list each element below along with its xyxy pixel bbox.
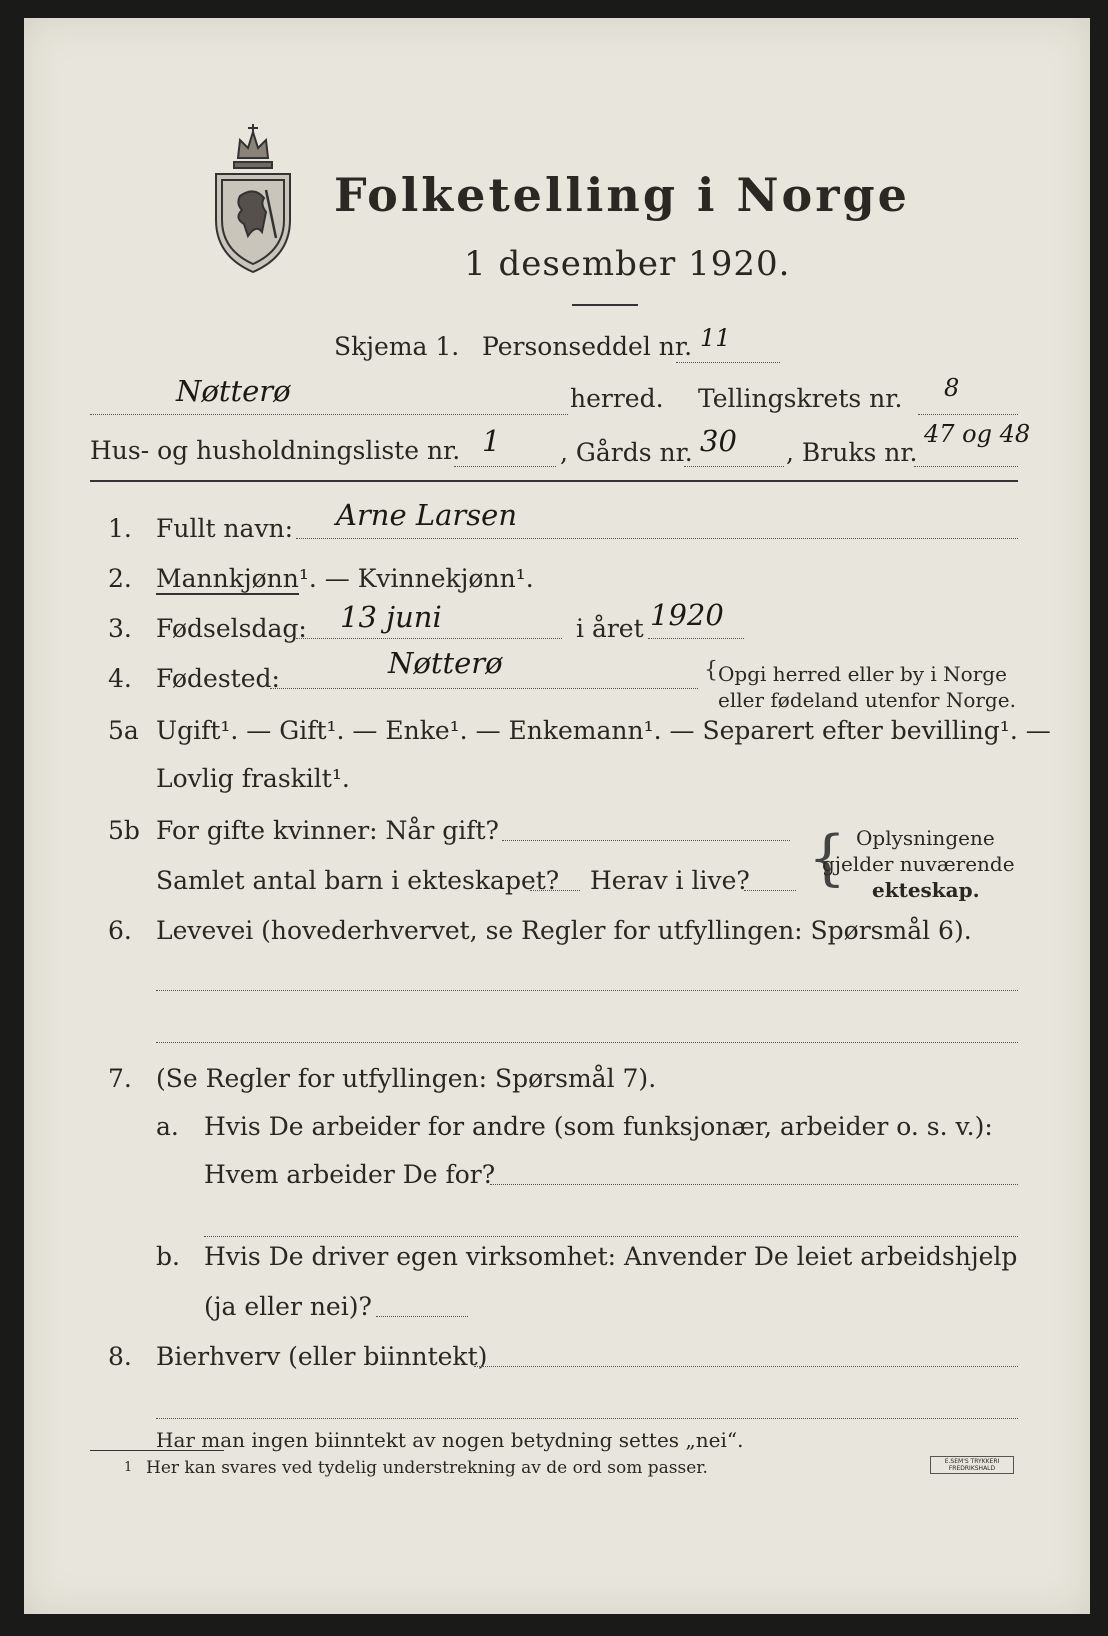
gender-other-options[interactable]: ¹. — Kvinnekjønn¹. [298, 564, 534, 593]
gards-value[interactable]: 30 [700, 424, 737, 458]
q5b-note-line1: Oplysningene [856, 826, 995, 850]
q6-label: Levevei (hovederhvervet, se Regler for utfyllingen: Spørsmål 6). [156, 916, 972, 945]
q5b-children-line [530, 890, 580, 891]
q2-options [156, 564, 534, 593]
q4-label: Fødested: [156, 664, 280, 693]
q7b-line2: (ja eller nei)? [204, 1292, 372, 1321]
marital-status-options-2[interactable]: Lovlig fraskilt¹. [156, 764, 350, 793]
q5b-line1-label: For gifte kvinner: Når gift? [156, 816, 499, 845]
q5a-number: 5a [108, 716, 139, 745]
q5b-children-label: Samlet antal barn i ekteskapet? [156, 866, 560, 895]
norway-coat-of-arms-icon [210, 120, 296, 280]
q7a-employer-line [490, 1184, 1018, 1185]
q6-number: 6. [108, 916, 132, 945]
header-divider [90, 480, 1018, 482]
q5b-alive-label: Herav i live? [590, 866, 750, 895]
birthplace-value[interactable]: Nøtterø [388, 646, 503, 680]
full-name-value[interactable]: Arne Larsen [336, 498, 517, 532]
gards-label: , Gårds nr. [560, 438, 693, 467]
printer-stamp [930, 1456, 1014, 1474]
q7a-line1: Hvis De arbeider for andre (som funksjonær, arbeider o. s. v.): [204, 1112, 993, 1141]
q4-line [270, 688, 698, 689]
bruks-label: , Bruks nr. [786, 438, 918, 467]
q8-number: 8. [108, 1342, 132, 1371]
q1-label: Fullt navn: [156, 514, 294, 543]
q7a-line2: Hvem arbeider De for? [204, 1160, 496, 1189]
q4-note-line2: eller fødeland utenfor Norge. [718, 688, 1016, 712]
stamp-line2: FREDRIKSHALD [948, 1465, 996, 1472]
q5b-alive-line [744, 890, 796, 891]
birth-day-value[interactable]: 13 juni [340, 600, 442, 634]
q7b-line1: Hvis De driver egen virksomhet: Anvender De leiet arbeidshjelp [204, 1242, 1018, 1271]
household-list-label: Hus- og husholdningsliste nr. [90, 436, 461, 465]
q8-label: Bierhverv (eller biinntekt) [156, 1342, 488, 1371]
herred-value[interactable]: Nøtterø [176, 374, 291, 408]
q8-line1 [474, 1366, 1018, 1367]
q7-number: 7. [108, 1064, 132, 1093]
stamp-line1: E.SEM'S TRYKKERI [944, 1458, 1000, 1465]
q1-line [296, 538, 1018, 539]
gender-male-option[interactable]: Mannkjønn [156, 564, 299, 593]
herred-label: herred. [570, 384, 664, 413]
q6-line1 [156, 990, 1018, 991]
birth-year-value[interactable]: 1920 [650, 598, 724, 632]
bruks-value[interactable]: 47 og 48 [924, 420, 1031, 448]
q7b-answer-line [376, 1316, 468, 1317]
tellingskrets-value[interactable]: 8 [944, 374, 960, 402]
tellingskrets-line [918, 414, 1018, 415]
q7a-letter: a. [156, 1112, 179, 1141]
q3-number: 3. [108, 614, 132, 643]
household-list-line [454, 466, 556, 467]
q5b-note-line2: gjelder nuværende [822, 852, 1015, 876]
personseddel-line [676, 362, 780, 363]
q4-note-line1: Opgi herred eller by i Norge [718, 662, 1007, 686]
personseddel-label: Personseddel nr. [482, 332, 693, 361]
footnote-marker: 1 [124, 1460, 133, 1475]
q4-number: 4. [108, 664, 132, 693]
q5b-note-line3: ekteskap. [872, 878, 980, 902]
title-divider [572, 304, 638, 306]
footnote-divider [90, 1450, 224, 1451]
herred-line [90, 414, 568, 415]
q2-number: 2. [108, 564, 132, 593]
q7b-letter: b. [156, 1242, 180, 1271]
gards-line [684, 466, 784, 467]
q7a-extra-line [204, 1236, 1018, 1237]
form-title: Folketelling i Norge [334, 168, 910, 222]
q4-brace: { [704, 658, 718, 683]
q5b-number: 5b [108, 816, 140, 845]
q3-year-line [648, 638, 744, 639]
footnote-text: Her kan svares ved tydelig understrekning av de ord som passer. [146, 1458, 708, 1478]
census-date: 1 desember 1920. [464, 244, 791, 284]
personseddel-value[interactable]: 11 [700, 324, 731, 352]
q1-number: 1. [108, 514, 132, 543]
q3-label: Fødselsdag: [156, 614, 307, 643]
q3-year-label: i året [576, 614, 644, 643]
schema-label: Skjema 1. [334, 332, 460, 361]
q5b-brace: { [808, 823, 847, 893]
household-list-value[interactable]: 1 [482, 424, 501, 458]
q7-label: (Se Regler for utfyllingen: Spørsmål 7). [156, 1064, 657, 1093]
bruks-line [914, 466, 1018, 467]
q6-line2 [156, 1042, 1018, 1043]
q8-note: Har man ingen biinntekt av nogen betydning settes „nei“. [156, 1428, 744, 1452]
census-form-sheet [24, 18, 1090, 1614]
marital-status-options[interactable]: Ugift¹. — Gift¹. — Enke¹. — Enkemann¹. — Separert efter bevilling¹. — [156, 716, 1051, 745]
q8-line2 [156, 1418, 1018, 1419]
tellingskrets-label: Tellingskrets nr. [698, 384, 903, 413]
q5b-married-line [502, 840, 790, 841]
q3-day-line [296, 638, 562, 639]
